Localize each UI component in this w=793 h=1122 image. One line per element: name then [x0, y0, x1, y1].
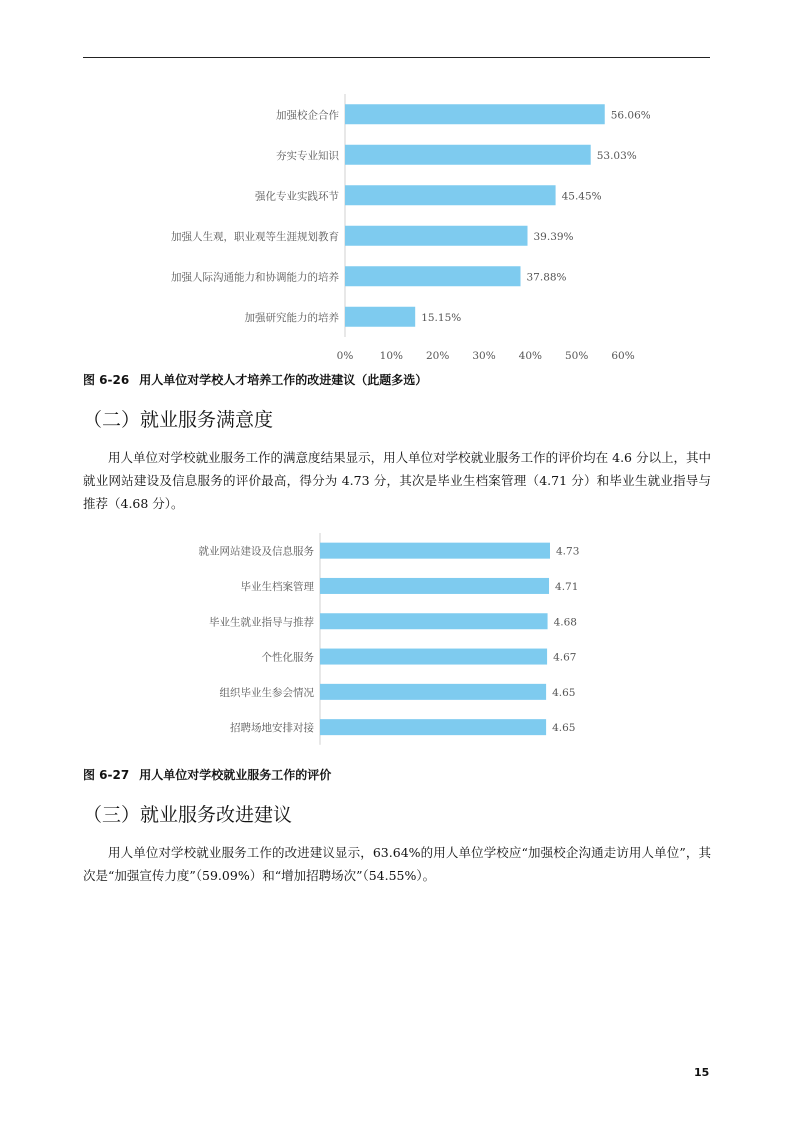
- figure-title: 用人单位对学校就业服务工作的评价: [139, 768, 332, 782]
- category-label: 毕业生档案管理: [240, 580, 314, 593]
- value-label: 53.03%: [596, 149, 637, 162]
- x-tick-label: 0%: [336, 350, 354, 360]
- service-evaluation-chart: [180, 533, 620, 749]
- category-label: 夯实专业知识: [276, 149, 339, 162]
- category-label: 加强研究能力的培养: [244, 311, 339, 324]
- category-label: 招聘场地安排对接: [230, 722, 314, 735]
- bar: [320, 719, 546, 735]
- value-label: 39.39%: [533, 230, 574, 243]
- category-label: 加强人生观，职业观等生涯规划教育: [171, 230, 339, 243]
- value-label: 4.73: [556, 545, 580, 558]
- improvement-suggestions-chart: [150, 94, 650, 364]
- figure-title: 用人单位对学校人才培养工作的改进建议（此题多选）: [139, 373, 428, 387]
- value-label: 4.65: [552, 722, 576, 735]
- value-label: 4.67: [553, 651, 577, 664]
- section-heading-suggestions: （三）就业服务改进建议: [83, 804, 293, 826]
- category-label: 个性化服务: [261, 651, 314, 664]
- figure-caption-6-27: [83, 766, 331, 783]
- bar: [345, 307, 415, 327]
- section-paragraph-satisfaction: 用人单位对学校就业服务工作的满意度结果显示，用人单位对学校就业服务工作的评价均在 4.6 分以上，其中就业网站建设及信息服务的评价最高，得分为 4.73 分，其次是毕业生档案管理（4.71 分）和毕业生就业指导与推荐（4.68 分）。: [83, 450, 711, 511]
- value-label: 4.68: [553, 616, 577, 629]
- bar: [345, 145, 591, 165]
- figure-number: 图 6-27: [83, 768, 130, 782]
- page-number: 15: [694, 1066, 710, 1079]
- bar: [320, 684, 546, 700]
- x-tick-label: 60%: [611, 350, 635, 360]
- category-label: 加强校企合作: [276, 109, 339, 122]
- header-rule: [83, 57, 710, 58]
- x-tick-label: 30%: [472, 350, 496, 360]
- bar: [345, 104, 605, 124]
- bar: [320, 578, 549, 594]
- value-label: 56.06%: [610, 109, 650, 122]
- service-evaluation-svg: [180, 533, 620, 745]
- improvement-suggestions-svg: [150, 94, 650, 360]
- section-paragraph-suggestions: 用人单位对学校就业服务工作的改进建议显示，63.64%的用人单位学校应“加强校企沟通走访用人单位”，其次是“加强宣传力度”（59.09%）和“增加招聘场次”（54.55%）。: [83, 845, 711, 883]
- x-tick-label: 20%: [425, 350, 450, 360]
- value-label: 45.45%: [561, 190, 602, 203]
- category-label: 加强人际沟通能力和协调能力的培养: [171, 271, 339, 284]
- x-tick-label: 40%: [518, 350, 543, 360]
- figure-caption-6-26: [83, 371, 427, 388]
- x-tick-label: 50%: [564, 350, 589, 360]
- section-heading-satisfaction: （二）就业服务满意度: [83, 409, 274, 431]
- bar: [320, 649, 547, 665]
- bar: [320, 613, 548, 629]
- value-label: 4.65: [552, 686, 576, 699]
- bar: [345, 266, 521, 286]
- category-label: 强化专业实践环节: [255, 190, 339, 203]
- bar: [320, 543, 550, 559]
- x-tick-label: 10%: [379, 350, 404, 360]
- figure-number: 图 6-26: [83, 373, 130, 387]
- bar: [345, 226, 528, 246]
- category-label: 组织毕业生参会情况: [219, 686, 314, 699]
- bar: [345, 185, 556, 205]
- value-label: 15.15%: [421, 311, 462, 324]
- category-label: 就业网站建设及信息服务: [198, 545, 314, 558]
- value-label: 37.88%: [526, 271, 567, 284]
- value-label: 4.71: [555, 580, 579, 593]
- category-label: 毕业生就业指导与推荐: [209, 616, 314, 629]
